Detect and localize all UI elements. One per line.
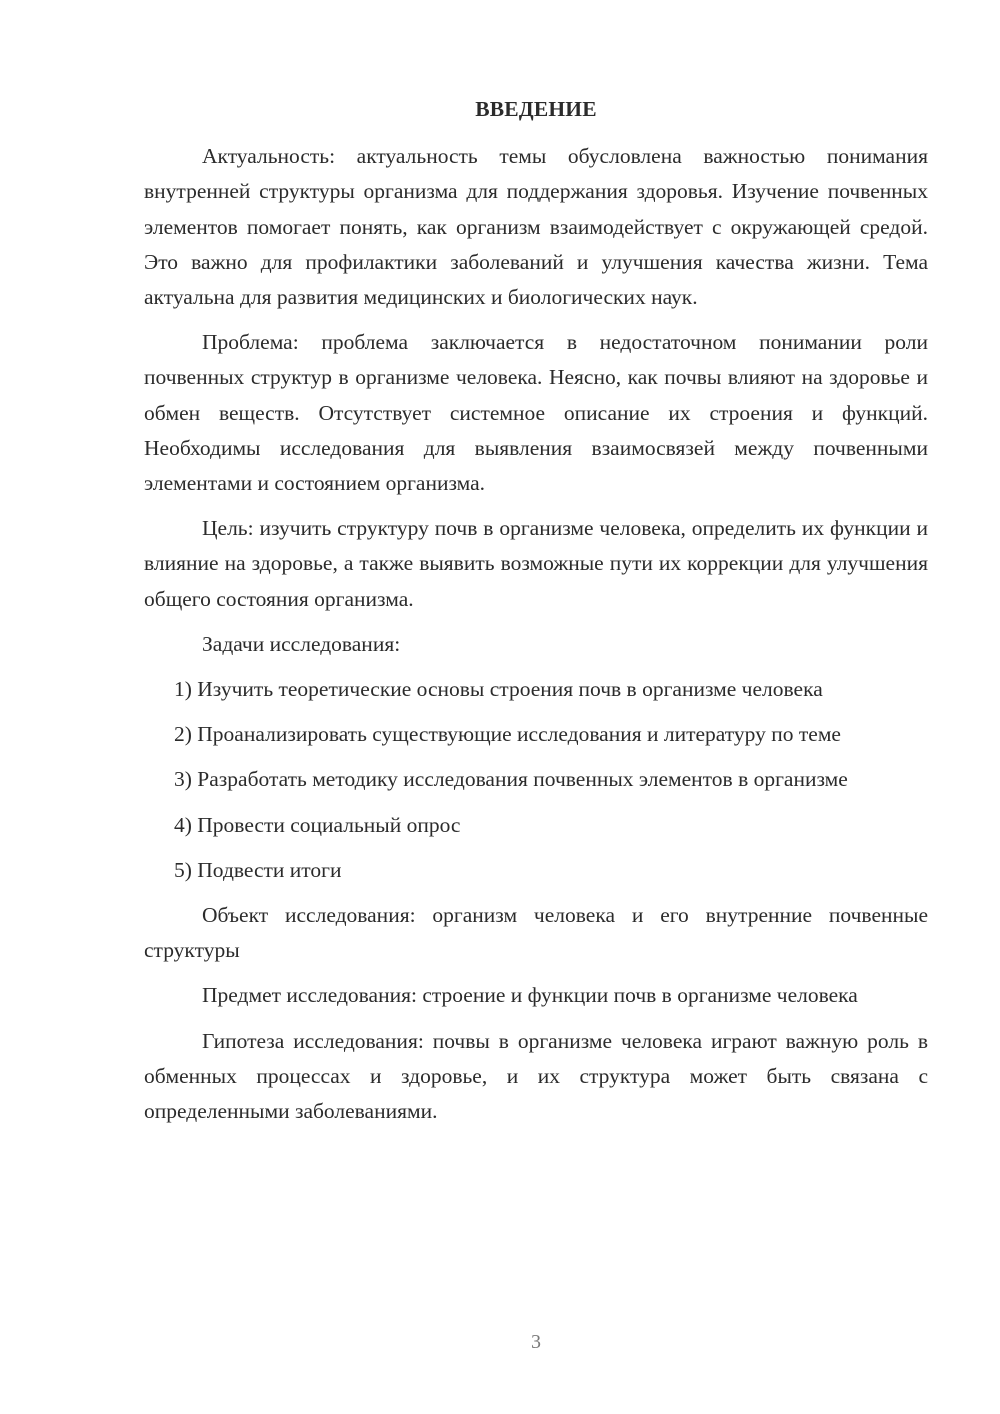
paragraph-relevance: Актуальность: актуальность темы обусловлена важностью понимания внутренней структуры организма для поддержания здоровья. Изучение почвенных элементов помогает понять, как организм взаимодействует с окружающей средой. Это важно для профилактики заболеваний и улучшения качества жизни. Тема актуальна для развития медицинских и биологических наук.: [144, 144, 928, 310]
paragraph-problem: Проблема: проблема заключается в недостаточном понимании роли почвенных структур в организме человека. Неясно, как почвы влияют на здоровье и обмен веществ. Отсутствует системное описание их строения и функций. Необходимы исследования для выявления взаимосвязей между почвенными элементами и состоянием организма.: [144, 330, 928, 496]
task-item-1: 1) Изучить теоретические основы строения почв в организме человека: [174, 677, 823, 702]
page-number: 3: [531, 1331, 541, 1353]
paragraph-subject: Предмет исследования: строение и функции почв в организме человека: [202, 983, 858, 1008]
paragraph-object: Объект исследования: организм человека и его внутренние почвенные структуры: [144, 903, 928, 963]
section-title: ВВЕДЕНИЕ: [475, 97, 597, 121]
paragraph-hypothesis: Гипотеза исследования: почвы в организме человека играют важную роль в обменных процессах и здоровье, и их структура может быть связана с определенными заболеваниями.: [144, 1028, 928, 1124]
task-item-2: 2) Проанализировать существующие исследования и литературу по теме: [174, 722, 841, 747]
task-item-3: 3) Разработать методику исследования почвенных элементов в организме: [174, 767, 848, 792]
task-item-4: 4) Провести социальный опрос: [174, 812, 461, 837]
task-item-5: 5) Подвести итоги: [174, 857, 342, 882]
document-page: [144, 92, 928, 1139]
paragraph-goal: Цель: изучить структуру почв в организме человека, определить их функции и влияние на здоровье, а также выявить возможные пути их коррекции для улучшения общего состояния организма.: [144, 516, 928, 611]
paragraph-tasks-heading: Задачи исследования:: [202, 631, 401, 656]
